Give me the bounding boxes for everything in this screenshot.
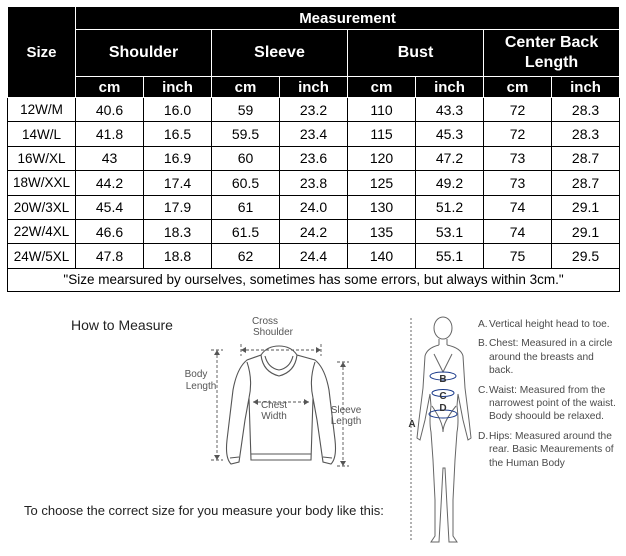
figure-letter-d: D <box>439 403 447 414</box>
table-cell: 16.0 <box>144 98 212 122</box>
table-cell: 135 <box>348 219 416 243</box>
table-row <box>8 122 620 146</box>
size-cell: 18W/XXL <box>8 171 76 195</box>
table-cell: 72 <box>484 122 552 146</box>
table-cell: 18.8 <box>144 244 212 268</box>
unit-header: inch <box>144 77 212 98</box>
table-cell: 17.9 <box>144 195 212 219</box>
table-cell: 24.4 <box>280 244 348 268</box>
size-header: Size <box>8 7 76 98</box>
size-cell: 12W/M <box>8 98 76 122</box>
table-cell: 53.1 <box>416 219 484 243</box>
legend-item <box>478 318 620 331</box>
table-cell: 73 <box>484 171 552 195</box>
measure-legend <box>478 318 620 476</box>
size-cell: 24W/5XL <box>8 244 76 268</box>
table-cell: 60.5 <box>212 171 280 195</box>
table-cell: 73 <box>484 146 552 170</box>
table-row <box>8 195 620 219</box>
measure-instruction: To choose the correct size for you measure your body like this: <box>24 503 384 518</box>
table-cell: 44.2 <box>76 171 144 195</box>
table-row <box>8 219 620 243</box>
table-cell: 29.5 <box>552 244 620 268</box>
size-cell: 14W/L <box>8 122 76 146</box>
measurement-header: Measurement <box>76 7 620 30</box>
table-cell: 125 <box>348 171 416 195</box>
table-cell: 46.6 <box>76 219 144 243</box>
unit-header: inch <box>280 77 348 98</box>
table-cell: 29.1 <box>552 219 620 243</box>
table-cell: 29.1 <box>552 195 620 219</box>
table-cell: 24.2 <box>280 219 348 243</box>
center-back-length-header: Center Back Length <box>484 30 620 77</box>
table-cell: 74 <box>484 219 552 243</box>
table-cell: 45.4 <box>76 195 144 219</box>
table-cell: 110 <box>348 98 416 122</box>
table-cell: 120 <box>348 146 416 170</box>
table-cell: 16.5 <box>144 122 212 146</box>
shoulder-header: Shoulder <box>76 30 212 77</box>
body-length-label-1: Body <box>184 369 208 380</box>
table-row <box>8 244 620 268</box>
table-cell: 23.4 <box>280 122 348 146</box>
table-cell: 28.7 <box>552 171 620 195</box>
head <box>434 317 452 339</box>
table-cell: 47.2 <box>416 146 484 170</box>
table-cell: 75 <box>484 244 552 268</box>
table-cell: 74 <box>484 195 552 219</box>
unit-header: cm <box>484 77 552 98</box>
sleeve-header: Sleeve <box>212 30 348 77</box>
table-cell: 130 <box>348 195 416 219</box>
garment-measure-diagram <box>175 310 390 480</box>
sleeve-length-label-1: Sleeve <box>330 405 362 416</box>
table-cell: 43.3 <box>416 98 484 122</box>
size-cell: 16W/XL <box>8 146 76 170</box>
figure-letter-a: A <box>408 419 416 430</box>
table-cell: 18.3 <box>144 219 212 243</box>
table-cell: 59 <box>212 98 280 122</box>
size-cell: 20W/3XL <box>8 195 76 219</box>
table-cell: 47.8 <box>76 244 144 268</box>
how-to-measure-title: How to Measure <box>71 317 173 333</box>
table-cell: 17.4 <box>144 171 212 195</box>
cross-shoulder-label-2: Shoulder <box>252 327 294 338</box>
legend-key: B. <box>478 338 488 350</box>
table-cell: 61 <box>212 195 280 219</box>
table-cell: 23.8 <box>280 171 348 195</box>
unit-header: inch <box>416 77 484 98</box>
table-cell: 24.0 <box>280 195 348 219</box>
table-cell: 28.3 <box>552 122 620 146</box>
unit-header: cm <box>212 77 280 98</box>
table-cell: 55.1 <box>416 244 484 268</box>
table-cell: 28.3 <box>552 98 620 122</box>
legend-key: D. <box>478 430 489 442</box>
table-row <box>8 98 620 122</box>
table-cell: 140 <box>348 244 416 268</box>
table-cell: 45.3 <box>416 122 484 146</box>
table-cell: 41.8 <box>76 122 144 146</box>
table-cell: 43 <box>76 146 144 170</box>
table-cell: 28.7 <box>552 146 620 170</box>
legend-item <box>478 384 620 424</box>
unit-header: cm <box>348 77 416 98</box>
figure-letter-c: C <box>439 391 447 402</box>
table-cell: 72 <box>484 98 552 122</box>
table-footnote: "Size mearsured by ourselves, sometimes has some errors, but always within 3cm." <box>8 268 620 291</box>
body-figure-diagram <box>405 310 485 556</box>
legend-text: Chest: Measured in a circle around the breasts and back. <box>489 338 613 377</box>
unit-header: cm <box>76 77 144 98</box>
legend-key: A. <box>478 319 488 330</box>
cross-shoulder-label-1: Cross <box>251 316 279 327</box>
figure-letter-b: B <box>439 374 447 385</box>
legend-text: Vertical height head to toe. <box>489 319 610 330</box>
table-cell: 23.2 <box>280 98 348 122</box>
legend-item <box>478 337 620 377</box>
table-row <box>8 171 620 195</box>
table-cell: 115 <box>348 122 416 146</box>
neckline <box>261 355 297 376</box>
legend-text: Waist: Measured from the narrowest point of the waist. Body shoould be relaxed. <box>489 384 616 423</box>
table-cell: 49.2 <box>416 171 484 195</box>
legend-text: Hips: Measured around the rear. Basic Meaurements of the Human Body <box>489 430 614 469</box>
chest-width-label-2: Width <box>261 411 287 422</box>
size-cell: 22W/4XL <box>8 219 76 243</box>
bust-header: Bust <box>348 30 484 77</box>
table-cell: 51.2 <box>416 195 484 219</box>
legend-key: C. <box>478 384 489 396</box>
table-row <box>8 146 620 170</box>
chest-width-label-1: Chest <box>260 400 288 411</box>
table-cell: 23.6 <box>280 146 348 170</box>
sleeve-length-label-2: Length <box>330 416 362 427</box>
table-cell: 60 <box>212 146 280 170</box>
table-cell: 59.5 <box>212 122 280 146</box>
unit-header: inch <box>552 77 620 98</box>
table-cell: 62 <box>212 244 280 268</box>
table-cell: 16.9 <box>144 146 212 170</box>
legend-item <box>478 430 620 470</box>
size-chart-table <box>7 6 620 292</box>
table-cell: 61.5 <box>212 219 280 243</box>
table-cell: 40.6 <box>76 98 144 122</box>
body-length-label-2: Length <box>185 381 217 392</box>
